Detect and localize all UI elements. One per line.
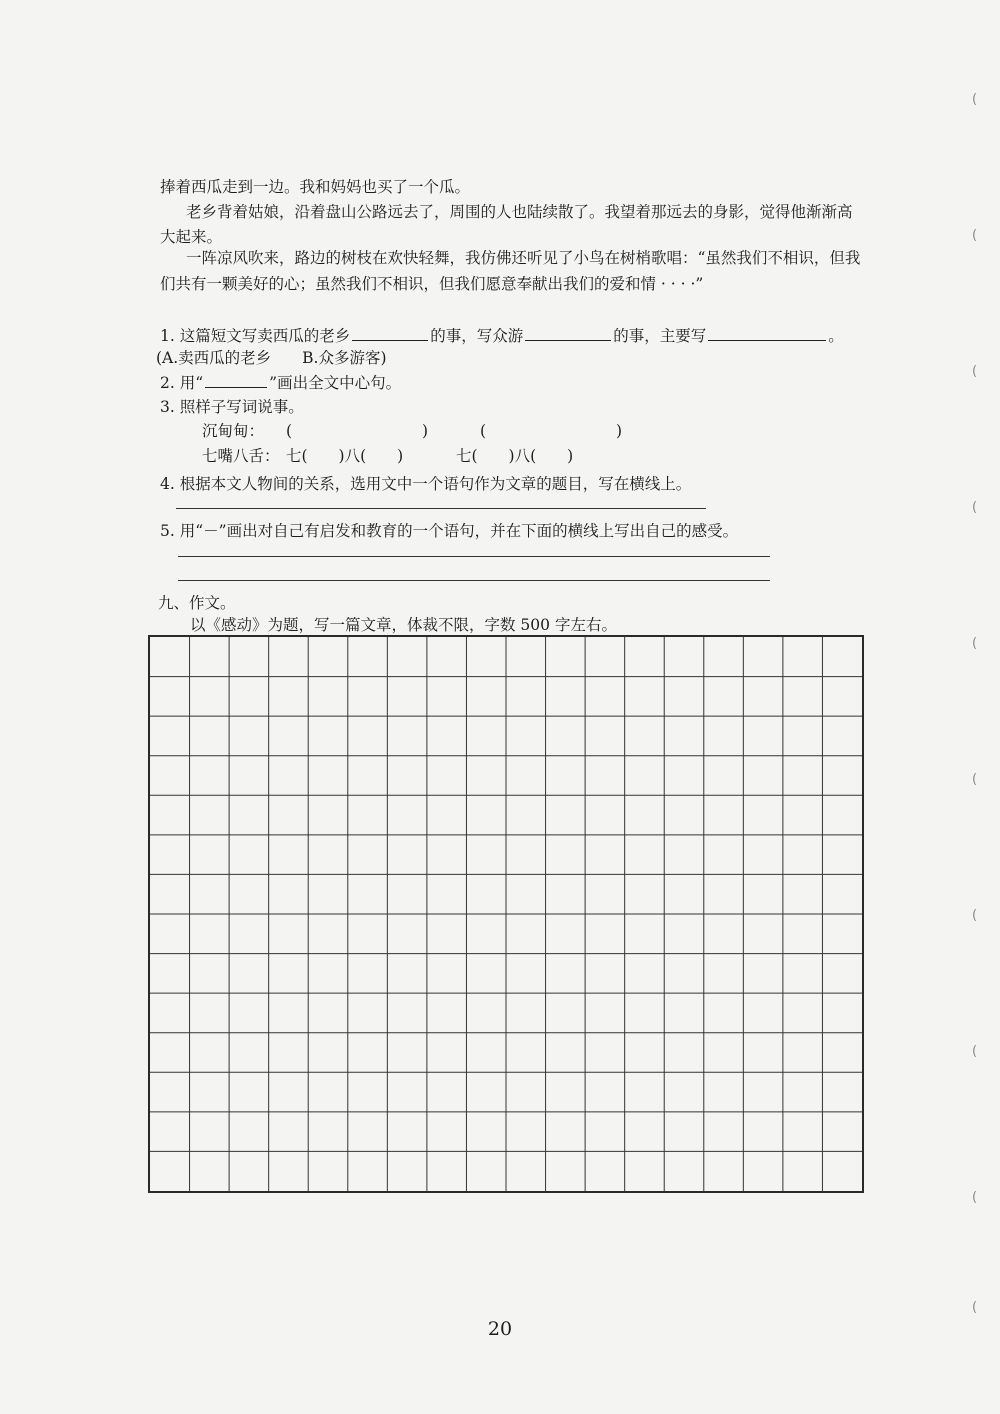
question-1: [160, 324, 900, 347]
question-3-row-1-close-1: ): [422, 422, 429, 440]
composition-prompt: 以《感动》为题，写一篇文章，体裁不限，字数 500 字左右。: [190, 616, 617, 634]
question-1-blank-1[interactable]: [352, 324, 428, 341]
composition-heading: 九、作文。: [158, 594, 236, 612]
question-4: 4. 根据本文人物间的关系，选用文中一个语句作为文章的题目，写在横线上。: [160, 475, 692, 493]
question-3-row-1: [202, 420, 942, 442]
margin-mark: (: [972, 908, 978, 923]
page-number: 20: [487, 1318, 513, 1340]
question-4-answer-line[interactable]: [176, 508, 706, 509]
passage-paragraph-2-line-1: 老乡背着姑娘，沿着盘山公路远去了，周围的人也陆续散了。我望着那远去的身影，觉得他渐渐高: [186, 203, 853, 221]
question-3-row-1-open-1: (: [286, 422, 293, 440]
question-2-text-a: 2. 用“: [160, 374, 204, 392]
question-5: 5. 用“－”画出对自己有启发和教育的一个语句，并在下面的横线上写出自己的感受。: [160, 522, 739, 540]
margin-mark: (: [972, 772, 978, 787]
question-1-blank-3[interactable]: [708, 324, 826, 341]
margin-mark: (: [972, 228, 978, 243]
margin-mark: (: [972, 364, 978, 379]
composition-grid-lines: [150, 637, 862, 1191]
margin-mark: (: [972, 1044, 978, 1059]
question-3-row-2-label: 七嘴八舌：: [202, 447, 280, 465]
passage-paragraph-2-line-2: 大起来。: [160, 228, 223, 246]
margin-mark: (: [972, 636, 978, 651]
question-3-row-1-close-2: ): [616, 422, 623, 440]
question-3-row-2-item-1: 七( )八( ): [286, 447, 404, 465]
passage-paragraph-3-line-2: 们共有一颗美好的心；虽然我们不相识，但我们愿意奉献出我们的爱和情 · · · ·”: [160, 275, 704, 293]
question-5-answer-line-2[interactable]: [178, 580, 770, 581]
question-2-blank[interactable]: [205, 371, 267, 388]
question-1-text-b: 的事，写众游: [430, 327, 524, 345]
question-1-text-c: 的事，主要写: [613, 327, 707, 345]
question-3-row-1-open-2: (: [480, 422, 487, 440]
question-5-answer-line-1[interactable]: [178, 556, 770, 557]
question-2-text-b: ”画出全文中心句。: [269, 374, 402, 392]
question-1-text-d: 。: [828, 327, 844, 345]
passage-paragraph-3-line-1: 一阵凉风吹来，路边的树枝在欢快轻舞，我仿佛还听见了小鸟在树梢歌唱：“虽然我们不相识，但我: [186, 249, 861, 267]
question-3-row-2: [202, 445, 942, 467]
passage-paragraph-1: 捧着西瓜走到一边。我和妈妈也买了一个瓜。: [160, 178, 471, 196]
margin-mark: (: [972, 1300, 978, 1315]
question-3-row-1-label: 沉甸甸：: [202, 422, 265, 440]
question-3-row-2-item-2: 七( )八( ): [456, 447, 574, 465]
question-1-options: (A.卖西瓜的老乡 B.众多游客): [156, 349, 387, 367]
margin-mark: (: [972, 1190, 978, 1205]
question-1-text-a: 1. 这篇短文写卖西瓜的老乡: [160, 327, 351, 345]
question-3: 3. 照样子写词说事。: [160, 398, 304, 416]
question-2: [160, 371, 900, 394]
composition-writing-grid[interactable]: [148, 635, 864, 1193]
margin-mark: (: [972, 500, 978, 515]
margin-mark: (: [972, 92, 978, 107]
question-1-blank-2[interactable]: [525, 324, 611, 341]
